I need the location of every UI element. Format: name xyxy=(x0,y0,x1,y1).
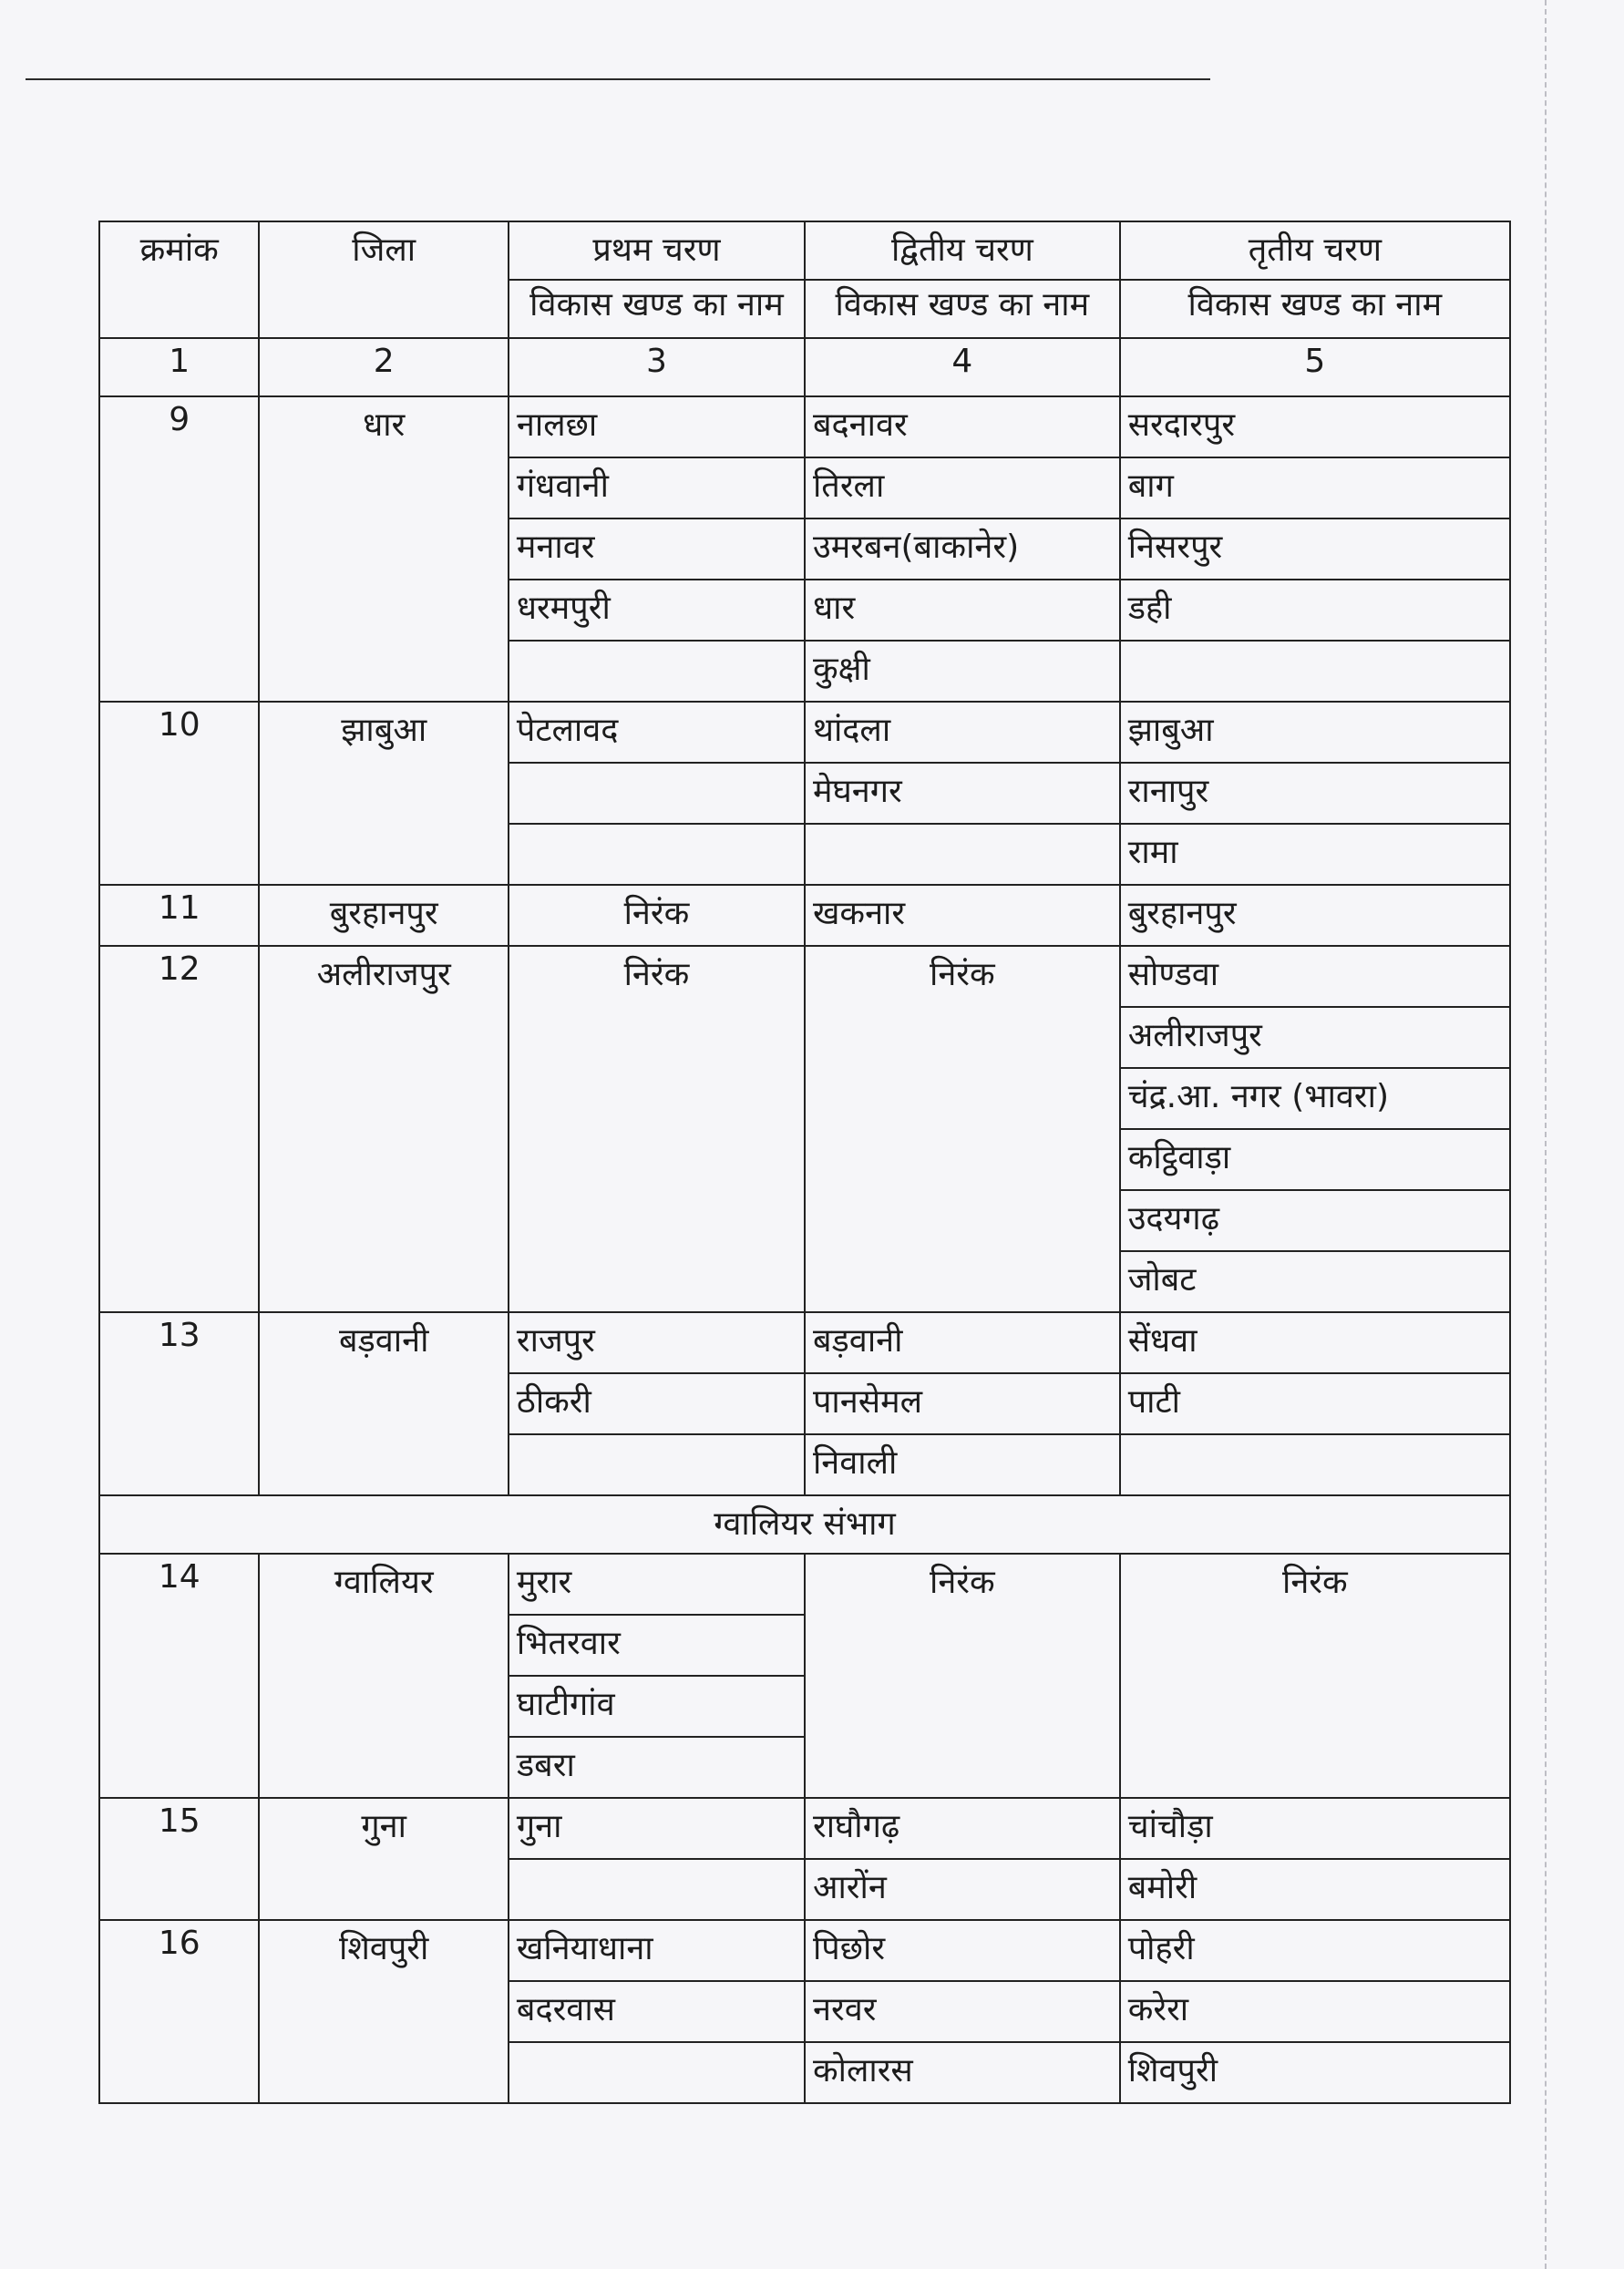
phase2-nil: निरंक xyxy=(805,1554,1120,1798)
phase3-block: सेंधवा xyxy=(1120,1312,1510,1373)
col-number: 4 xyxy=(805,338,1120,396)
phase2-block: बड़वानी xyxy=(805,1312,1120,1373)
district-name: धार xyxy=(259,396,508,702)
phase1-block: नालछा xyxy=(509,396,805,457)
phase3-nil: निरंक xyxy=(1120,1554,1510,1798)
header-district: जिला xyxy=(259,221,508,338)
phase1-block xyxy=(509,641,805,702)
phase3-block: चंद्र.आ. नगर (भावरा) xyxy=(1120,1068,1510,1129)
phase2-block: मेघनगर xyxy=(805,763,1120,824)
phase1-block xyxy=(509,763,805,824)
phase2-block: निवाली xyxy=(805,1434,1120,1495)
serial-number: 12 xyxy=(99,946,259,1312)
phase1-block xyxy=(509,1434,805,1495)
phase2-block: नरवर xyxy=(805,1981,1120,2042)
phase1-block: बदरवास xyxy=(509,1981,805,2042)
section-heading-gwalior: ग्वालियर संभाग xyxy=(99,1495,1510,1554)
page-top-rule xyxy=(26,78,1210,80)
development-block-table xyxy=(98,221,1511,2104)
district-name: झाबुआ xyxy=(259,702,508,885)
phase3-block: शिवपुरी xyxy=(1120,2042,1510,2103)
header-phase-2: द्वितीय चरण xyxy=(805,221,1120,280)
phase3-block: जोबट xyxy=(1120,1251,1510,1312)
phase3-block: बमोरी xyxy=(1120,1859,1510,1920)
phase1-block xyxy=(509,2042,805,2103)
phase3-block xyxy=(1120,641,1510,702)
phase3-block: बाग xyxy=(1120,457,1510,518)
district-name: शिवपुरी xyxy=(259,1920,508,2103)
phase3-block xyxy=(1120,1434,1510,1495)
phase1-block: डबरा xyxy=(509,1737,805,1798)
phase1-block xyxy=(509,1859,805,1920)
header-block-name-1: विकास खण्ड का नाम xyxy=(509,280,805,338)
district-name: अलीराजपुर xyxy=(259,946,508,1312)
district-name: ग्वालियर xyxy=(259,1554,508,1798)
phase3-block: डही xyxy=(1120,580,1510,641)
header-phase-3: तृतीय चरण xyxy=(1120,221,1510,280)
page-edge-line xyxy=(1545,0,1547,2269)
col-number: 3 xyxy=(509,338,805,396)
district-name: बड़वानी xyxy=(259,1312,508,1495)
phase2-block xyxy=(805,824,1120,885)
phase3-block: रामा xyxy=(1120,824,1510,885)
phase3-block: चांचौड़ा xyxy=(1120,1798,1510,1859)
phase1-block: गुना xyxy=(509,1798,805,1859)
phase2-block: कोलारस xyxy=(805,2042,1120,2103)
phase2-block: राघौगढ़ xyxy=(805,1798,1120,1859)
phase1-block: खनियाधाना xyxy=(509,1920,805,1981)
serial-number: 15 xyxy=(99,1798,259,1920)
serial-number: 9 xyxy=(99,396,259,702)
phase1-block: मनावर xyxy=(509,518,805,580)
col-number: 5 xyxy=(1120,338,1510,396)
phase2-block: थांदला xyxy=(805,702,1120,763)
phase1-block: राजपुर xyxy=(509,1312,805,1373)
phase1-block: मुरार xyxy=(509,1554,805,1615)
phase3-block: सोण्डवा xyxy=(1120,946,1510,1007)
phase3-block: सरदारपुर xyxy=(1120,396,1510,457)
serial-number: 11 xyxy=(99,885,259,946)
header-block-name-3: विकास खण्ड का नाम xyxy=(1120,280,1510,338)
phase2-block: पानसेमल xyxy=(805,1373,1120,1434)
phase3-block: बुरहानपुर xyxy=(1120,885,1510,946)
phase2-nil: निरंक xyxy=(805,946,1120,1312)
phase3-block: झाबुआ xyxy=(1120,702,1510,763)
district-name: गुना xyxy=(259,1798,508,1920)
serial-number: 10 xyxy=(99,702,259,885)
phase2-block: बदनावर xyxy=(805,396,1120,457)
district-name: बुरहानपुर xyxy=(259,885,508,946)
phase1-block xyxy=(509,824,805,885)
phase1-nil: निरंक xyxy=(509,946,805,1312)
phase2-block: पिछोर xyxy=(805,1920,1120,1981)
phase3-block: उदयगढ़ xyxy=(1120,1190,1510,1251)
phase2-block: तिरला xyxy=(805,457,1120,518)
phase3-block: करेरा xyxy=(1120,1981,1510,2042)
phase2-block: आरोंन xyxy=(805,1859,1120,1920)
phase1-block: ठीकरी xyxy=(509,1373,805,1434)
phase1-block: गंधवानी xyxy=(509,457,805,518)
serial-number: 13 xyxy=(99,1312,259,1495)
phase1-block: पेटलावद xyxy=(509,702,805,763)
phase1-block: धरमपुरी xyxy=(509,580,805,641)
serial-number: 16 xyxy=(99,1920,259,2103)
phase2-block: धार xyxy=(805,580,1120,641)
phase2-block: खकनार xyxy=(805,885,1120,946)
phase3-block: पाटी xyxy=(1120,1373,1510,1434)
phase3-block: निसरपुर xyxy=(1120,518,1510,580)
phase3-block: अलीराजपुर xyxy=(1120,1007,1510,1068)
phase2-block: कुक्षी xyxy=(805,641,1120,702)
phase1-nil: निरंक xyxy=(509,885,805,946)
header-serial: क्रमांक xyxy=(99,221,259,338)
header-phase-1: प्रथम चरण xyxy=(509,221,805,280)
serial-number: 14 xyxy=(99,1554,259,1798)
col-number: 2 xyxy=(259,338,508,396)
phase2-block: उमरबन(बाकानेर) xyxy=(805,518,1120,580)
header-block-name-2: विकास खण्ड का नाम xyxy=(805,280,1120,338)
phase3-block: कट्ठिवाड़ा xyxy=(1120,1129,1510,1190)
col-number: 1 xyxy=(99,338,259,396)
phase3-block: रानापुर xyxy=(1120,763,1510,824)
phase1-block: घाटीगांव xyxy=(509,1676,805,1737)
phase3-block: पोहरी xyxy=(1120,1920,1510,1981)
phase1-block: भितरवार xyxy=(509,1615,805,1676)
